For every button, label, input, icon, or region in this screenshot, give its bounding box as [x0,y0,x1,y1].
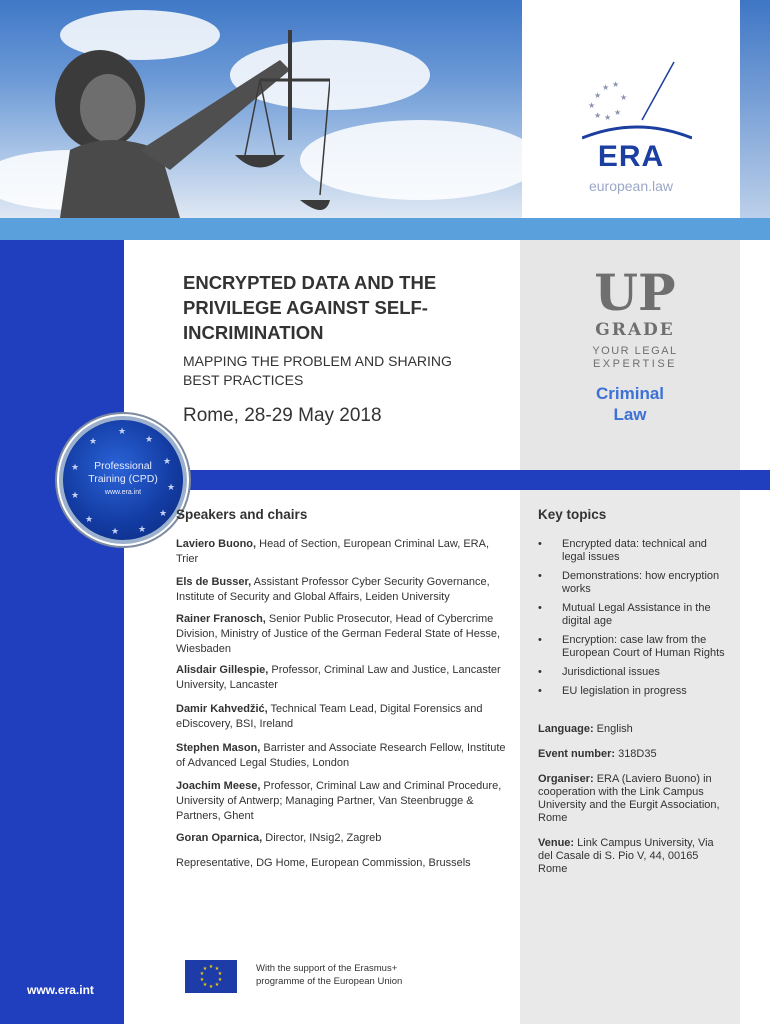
era-domain: european.law [588,178,674,194]
speakers-heading: Speakers and chairs [176,507,308,522]
speaker-entry [176,537,511,567]
speaker-role: Senior Public Prosecutor, Head of Cybercrime Division, Ministry of Justice of the German Federal State of Hesse, Wiesbaden [176,613,501,655]
speaker-name: Els de Busser, [176,576,252,588]
speaker-entry [176,831,511,846]
venue-value: Link Campus University, Via del Casale di S. Pio V, 44, 00165 Rome [538,837,714,875]
practice-area-line: Criminal [595,384,665,403]
svg-text:★: ★ [202,966,208,972]
svg-text:★: ★ [602,83,610,92]
website-link[interactable]: www.era.int [27,983,94,997]
organiser-value: ERA (Laviero Buono) in cooperation with the Link Campus University and the Eurgit Association, Rome [538,773,720,824]
event-number-label: Event number: [538,748,616,760]
speaker-role: Head of Section, European Criminal Law, ERA, Trier [176,538,490,565]
svg-text:★: ★ [588,101,596,110]
eu-support-text [256,962,446,988]
upgrade-tagline-1: YOUR LEGAL [592,345,678,357]
speaker-name: Damir Kahvedžić, [176,703,268,715]
speaker-role: Technical Team Lead, Digital Forensics and eDiscovery, BSI, Ireland [176,703,483,730]
speaker-role: Professor, Criminal Law and Justice, Lancaster University, Lancaster [176,664,501,691]
star-icon: ★ [71,490,80,500]
event-title-line: PRIVILEGE AGAINST SELF- [183,297,428,318]
speaker-name: Stephen Mason, [176,742,261,754]
star-icon: ★ [118,426,127,436]
venue-label: Venue: [538,837,575,849]
venue-info [538,837,728,876]
svg-text:★: ★ [208,984,214,990]
svg-text:★: ★ [604,113,612,122]
speaker-role: Professor, Criminal Law and Criminal Procedure, University of Antwerp; Managing Partner, Van Steenbrugge & Partners, Ghent [176,780,502,822]
star-icon: ★ [89,436,98,446]
svg-text:★: ★ [202,982,208,988]
left-blue-column [0,240,127,1024]
organiser-info [538,773,728,825]
star-icon: ★ [167,482,176,492]
language-info [538,723,728,736]
cpd-badge-line: Training (CPD) [88,473,158,485]
event-subtitle-line: BEST PRACTICES [183,372,304,388]
star-icon: ★ [163,456,172,466]
hero-image [0,0,522,218]
event-title-line: ENCRYPTED DATA AND THE [183,272,437,293]
event-number-info [538,748,728,761]
event-dateline: Rome, 28-29 May 2018 [183,405,382,426]
cpd-badge [63,420,183,540]
svg-text:★: ★ [594,91,602,100]
svg-text:★: ★ [214,966,220,972]
list-item: • Demonstrations: how encryption works [538,570,728,596]
speaker-role: Assistant Professor Cyber Security Governance, Institute of Security and Global Affairs, Leiden University [176,576,490,603]
justice-statue-image [30,20,330,218]
event-subtitle-line: MAPPING THE PROBLEM AND SHARING [183,353,452,369]
speaker-entry [176,741,511,771]
era-logo-text: ERA [597,140,665,173]
list-item: • Jurisdictional issues [538,666,728,679]
list-item: • Mutual Legal Assistance in the digital age [538,602,728,628]
svg-text:★: ★ [199,977,205,983]
event-title-line: INCRIMINATION [183,322,324,343]
practice-area [570,383,690,425]
speaker-role: Representative, DG Home, European Commission, Brussels [176,857,471,869]
svg-text:★: ★ [614,108,622,117]
svg-text:★: ★ [612,80,620,89]
key-topics-heading: Key topics [538,507,607,522]
event-subtitle [183,352,503,390]
svg-text:★: ★ [214,982,220,988]
right-edge [740,240,770,470]
speaker-entry [176,779,511,824]
star-icon: ★ [138,524,147,534]
upgrade-tagline-2: EXPERTISE [592,358,678,370]
cpd-badge-text [63,460,183,499]
cpd-badge-line: Professional [94,460,152,472]
svg-text:★: ★ [620,93,628,102]
speaker-entry [176,612,511,657]
upgrade-logo-grade: GRADE [595,320,675,340]
era-logo-icon [582,60,692,140]
list-item: • Encryption: case law from the European Court of Human Rights [538,634,728,660]
speaker-entry [176,575,511,605]
language-value: English [593,723,633,735]
event-title [183,270,503,345]
organiser-label: Organiser: [538,773,594,785]
star-icon: ★ [71,462,80,472]
svg-text:★: ★ [594,111,602,120]
svg-text:★: ★ [199,971,205,977]
eu-support-line: With the support of the Erasmus+ [256,963,398,974]
blue-band [124,470,770,490]
speaker-entry [176,702,511,732]
speaker-name: Rainer Franosch, [176,613,266,625]
eu-flag-icon [185,960,237,993]
speaker-name: Joachim Meese, [176,780,261,792]
speaker-entry [176,856,511,871]
practice-area-line: Law [613,405,647,424]
hero-sky-edge [740,0,770,218]
svg-text:★: ★ [217,977,223,983]
star-icon: ★ [85,514,94,524]
speaker-name: Alisdair Gillespie, [176,664,269,676]
svg-text:★: ★ [208,964,214,970]
upgrade-logo-up: UP [594,263,676,322]
list-item: • Encrypted data: technical and legal issues [538,538,728,564]
speaker-role: Director, INsig2, Zagreb [262,832,382,844]
language-label: Language: [538,723,594,735]
speaker-name: Goran Oparnica, [176,832,263,844]
svg-text:★: ★ [217,971,223,977]
speaker-entry [176,663,511,693]
speaker-role: Barrister and Associate Research Fellow, Institute of Advanced Legal Studies, London [176,742,506,769]
key-topics-list [538,538,728,704]
speaker-name: Laviero Buono, [176,538,257,550]
star-icon: ★ [111,526,120,536]
era-logo-block[interactable] [522,0,740,218]
event-number-value: 318D35 [615,748,657,760]
light-blue-strip [0,218,770,240]
star-icon: ★ [145,434,154,444]
eu-support-line: programme of the European Union [256,976,403,987]
star-icon: ★ [159,508,168,518]
cpd-badge-line: www.era.int [104,489,142,496]
list-item: • EU legislation in progress [538,685,728,698]
